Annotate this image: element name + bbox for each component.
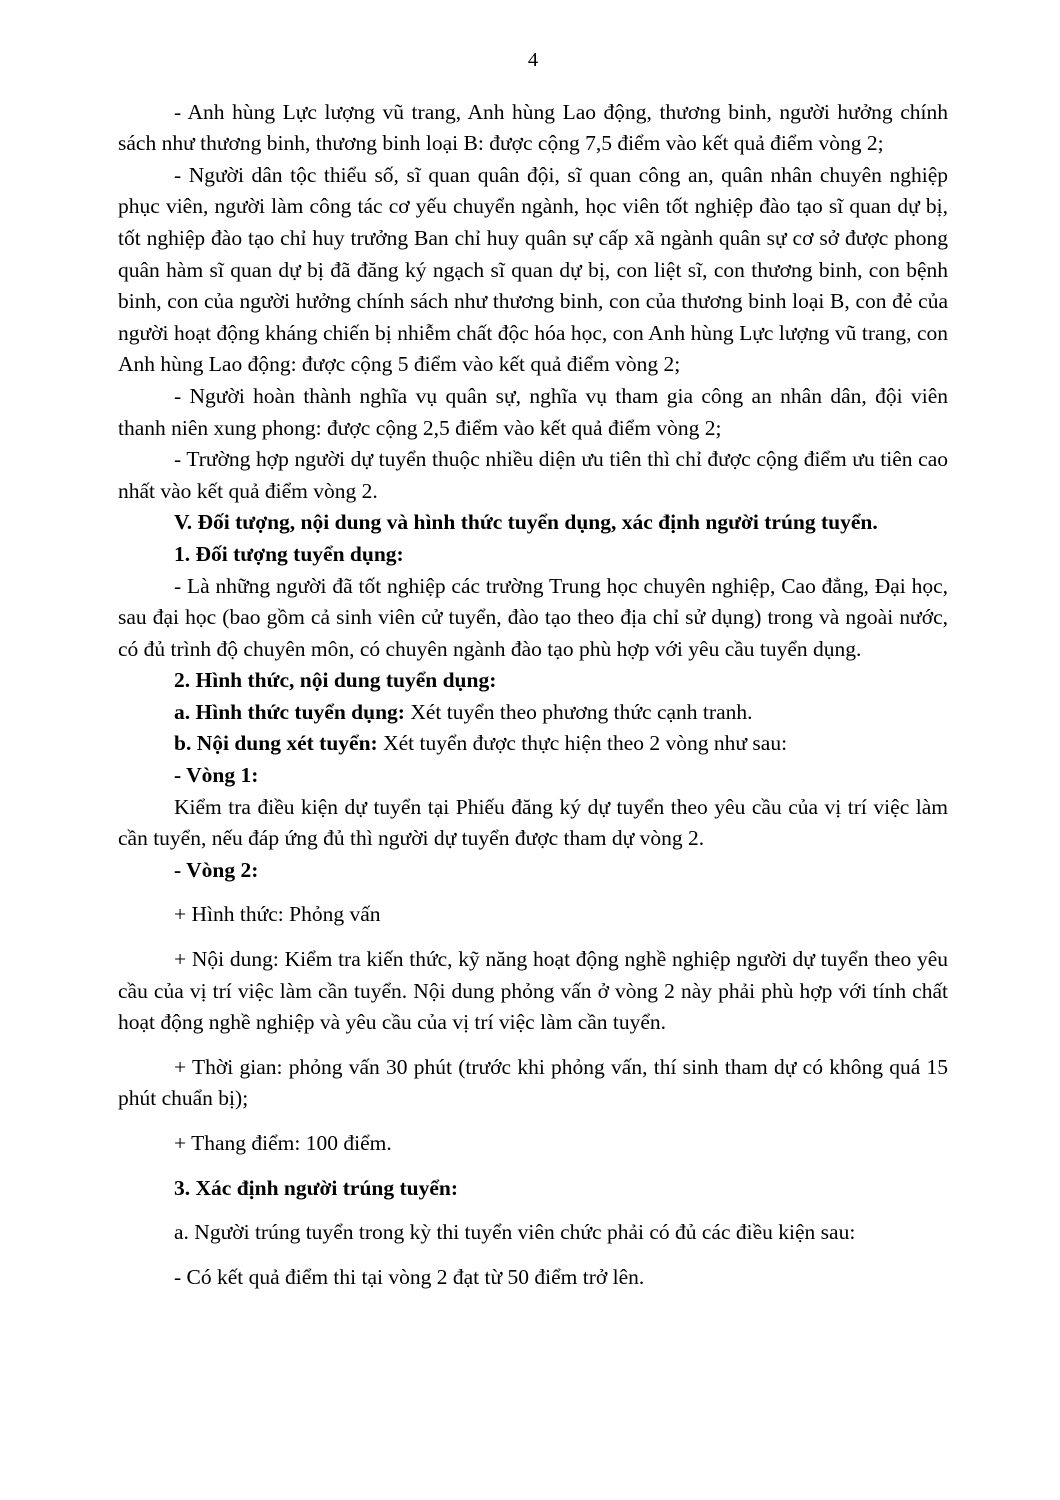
- text-selection-content: Xét tuyển được thực hiện theo 2 vòng như sau:: [377, 731, 788, 756]
- document-body: [118, 97, 948, 1294]
- paragraph-round-2-content: + Nội dung: Kiểm tra kiến thức, kỹ năng hoạt động nghề nghiệp người dự tuyển theo yêu cầu của vị trí việc làm cần tuyển. Nội dung phỏng vấn ở vòng 2 này phải phù hợp với tính chất hoạt động nghề nghiệp và yêu cầu của vị trí việc làm cần tuyển.: [118, 947, 948, 1035]
- paragraph-priority-highest-only: - Trường hợp người dự tuyển thuộc nhiều diện ưu tiên thì chỉ được cộng điểm ưu tiên cao nhất vào kết quả điểm vòng 2.: [118, 447, 948, 503]
- paragraph-winner-conditions: a. Người trúng tuyển trong kỳ thi tuyển viên chức phải có đủ các điều kiện sau:: [174, 1220, 856, 1245]
- paragraph-round-2-score-scale: + Thang điểm: 100 điểm.: [174, 1131, 392, 1155]
- paragraph-priority-group-2: - Người dân tộc thiểu số, sĩ quan quân đội, sĩ quan công an, quân nhân chuyên nghiệp phục viên, người làm công tác cơ yếu chuyển ngành, học viên tốt nghiệp đào tạo sĩ quan dự bị, tốt nghiệp đào tạo chỉ huy trưởng Ban chỉ huy quân sự cấp xã ngành quân sự cơ sở được phong quân hàm sĩ quan dự bị đã đăng ký ngạch sĩ quan dự bị, con liệt sĩ, con thương binh, con bệnh binh, con của người hưởng chính sách như thương binh, con của thương binh loại B, con đẻ của người hoạt động kháng chiến bị nhiễm chất độc hóa học, con Anh hùng Lực lượng vũ trang, con Anh hùng Lao động: được cộng 5 điểm vào kết quả điểm vòng 2;: [118, 162, 948, 377]
- paragraph-winner-min-score: - Có kết quả điểm thi tại vòng 2 đạt từ 50 điểm trở lên.: [174, 1264, 645, 1289]
- heading-section-v: V. Đối tượng, nội dung và hình thức tuyển dụng, xác định người trúng tuyển.: [174, 510, 878, 535]
- text-recruitment-form: Xét tuyển theo phương thức cạnh tranh.: [404, 699, 753, 724]
- paragraph-priority-group-3: - Người hoàn thành nghĩa vụ quân sự, nghĩa vụ tham gia công an nhân dân, đội viên thanh niên xung phong: được cộng 2,5 điểm vào kết quả điểm vòng 2;: [118, 383, 948, 440]
- paragraph-round-2-duration: + Thời gian: phỏng vấn 30 phút (trước khi phỏng vấn, thí sinh tham dự có không quá 15 phút chuẩn bị);: [118, 1054, 948, 1111]
- heading-subsection-1: 1. Đối tượng tuyển dụng:: [174, 541, 404, 566]
- page-number: 4: [527, 49, 539, 71]
- paragraph-recruitment-form: [118, 697, 948, 729]
- paragraph-round-1-detail: Kiểm tra điều kiện dự tuyển tại Phiếu đăng ký dự tuyển theo yêu cầu của vị trí việc làm cần tuyển, nếu đáp ứng đủ thì người dự tuyển được tham dự vòng 2.: [118, 794, 948, 851]
- heading-round-2: - Vòng 2:: [174, 857, 259, 882]
- paragraph-round-2-form: + Hình thức: Phỏng vấn: [174, 902, 381, 927]
- label-recruitment-form: a. Hình thức tuyển dụng:: [174, 699, 405, 724]
- paragraph-eligible-candidates: - Là những người đã tốt nghiệp các trường Trung học chuyên nghiệp, Cao đẳng, Đại học, sau đại học (bao gồm cả sinh viên cử tuyển, đào tạo theo địa chỉ sử dụng) trong và ngoài nước, có đủ trình độ chuyên môn, có chuyên ngành đào tạo phù hợp với yêu cầu tuyển dụng.: [118, 573, 948, 661]
- paragraph-priority-group-1: - Anh hùng Lực lượng vũ trang, Anh hùng Lao động, thương binh, người hưởng chính sách như thương binh, thương binh loại B: được cộng 7,5 điểm vào kết quả điểm vòng 2;: [118, 99, 948, 156]
- heading-round-1: - Vòng 1:: [174, 763, 259, 788]
- label-selection-content: b. Nội dung xét tuyển:: [174, 731, 378, 756]
- paragraph-selection-content: [118, 728, 948, 760]
- heading-subsection-2: 2. Hình thức, nội dung tuyển dụng:: [174, 668, 497, 693]
- heading-subsection-3: 3. Xác định người trúng tuyển:: [174, 1175, 459, 1200]
